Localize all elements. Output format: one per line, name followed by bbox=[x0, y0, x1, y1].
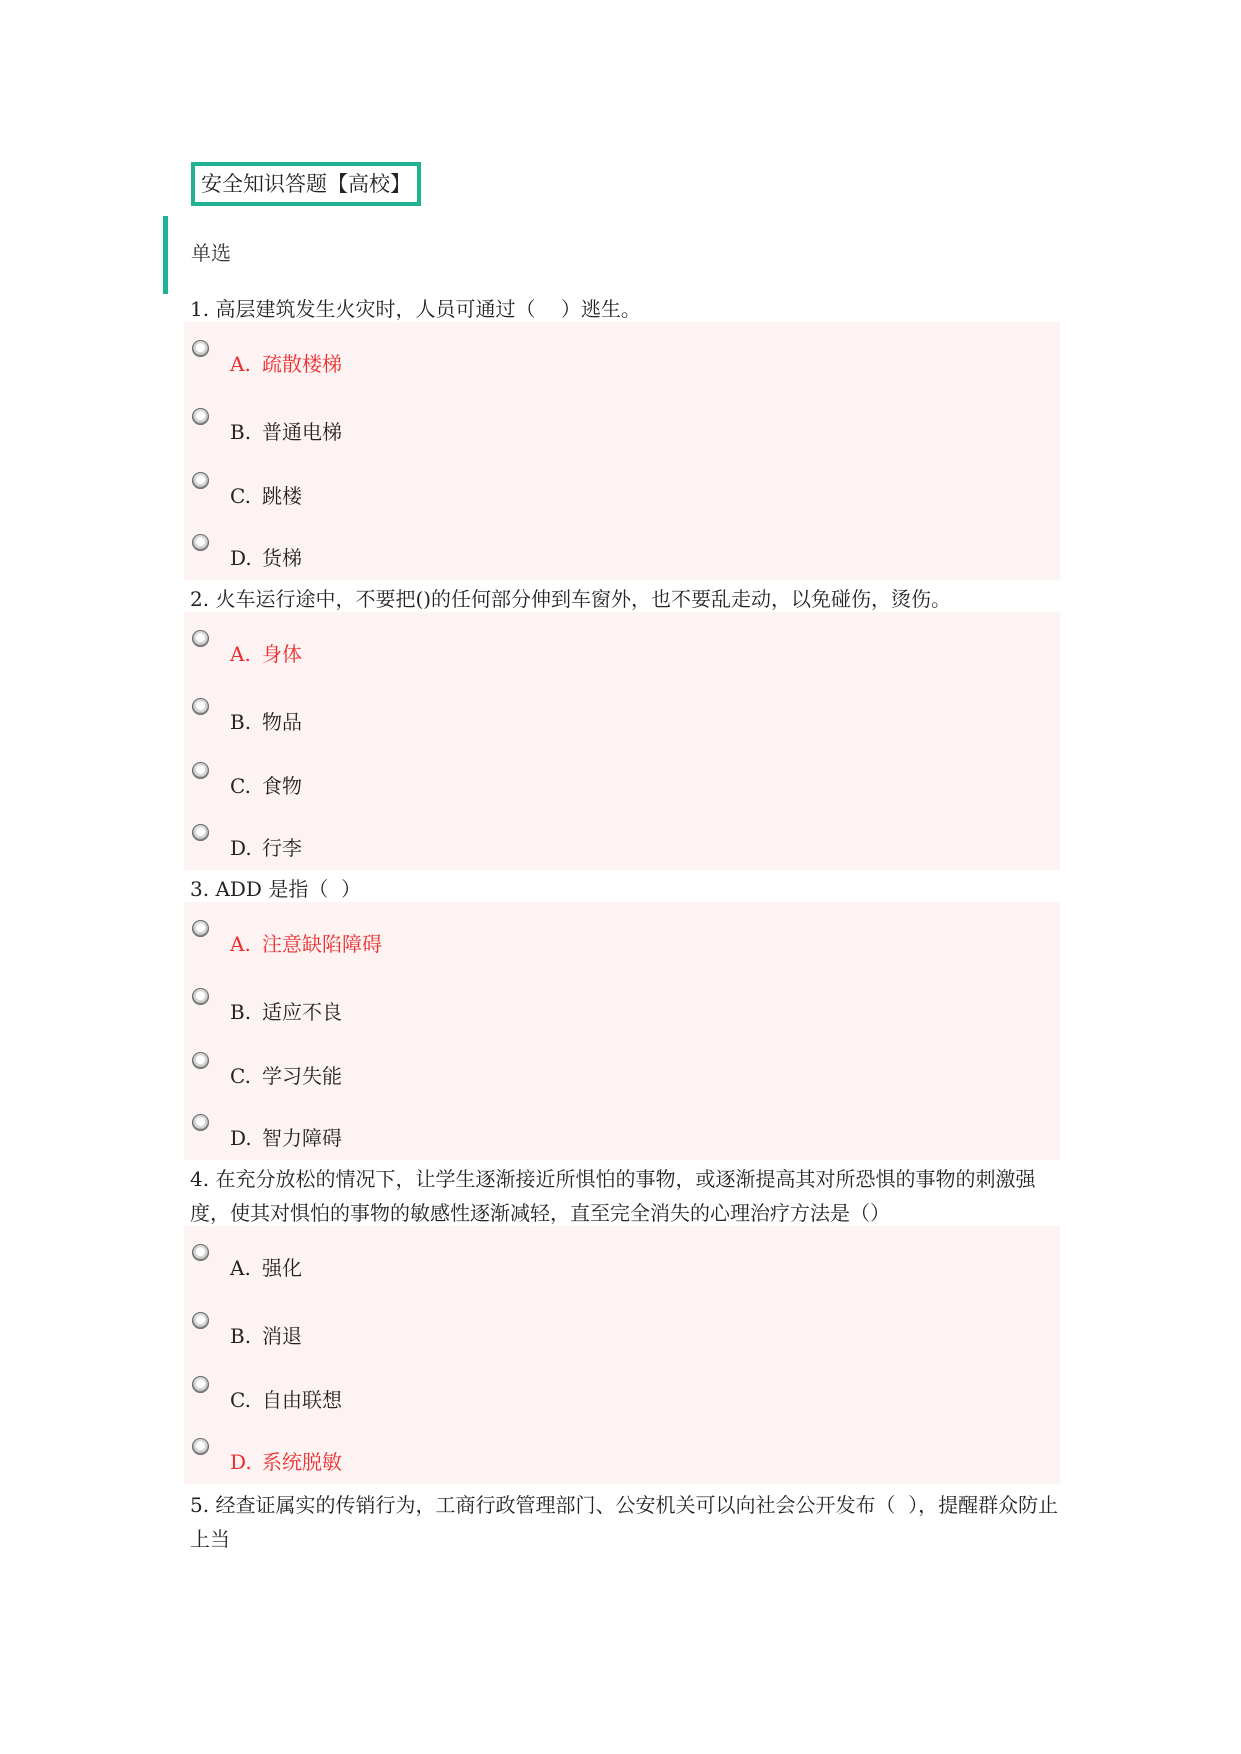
option-1-a[interactable] bbox=[184, 340, 784, 388]
option-letter: C. bbox=[230, 1388, 251, 1412]
options-group-1 bbox=[184, 322, 1060, 580]
radio-icon[interactable] bbox=[192, 340, 209, 357]
question-text: 在充分放松的情况下，让学生逐渐接近所惧怕的事物，或逐渐提高其对所恐惧的事物的刺激强度，使其对惧怕的事物的敏感性逐渐减轻，直至完全消失的心理治疗方法是（） bbox=[190, 1167, 1036, 1225]
option-letter: D. bbox=[230, 836, 252, 860]
option-text: 普通电梯 bbox=[262, 420, 342, 444]
question-2 bbox=[190, 582, 1060, 616]
option-text: 身体 bbox=[262, 642, 302, 666]
radio-icon[interactable] bbox=[192, 630, 209, 647]
section-divider bbox=[163, 216, 168, 294]
question-number: 5. bbox=[190, 1493, 210, 1517]
options-group-2 bbox=[184, 612, 1060, 870]
options-group-4 bbox=[184, 1226, 1060, 1484]
option-4-c[interactable] bbox=[184, 1376, 784, 1424]
radio-icon[interactable] bbox=[192, 408, 209, 425]
option-letter: B. bbox=[230, 420, 252, 444]
option-letter: A. bbox=[230, 1256, 251, 1280]
radio-icon[interactable] bbox=[192, 1312, 209, 1329]
radio-icon[interactable] bbox=[192, 988, 209, 1005]
option-2-c[interactable] bbox=[184, 762, 784, 810]
radio-icon[interactable] bbox=[192, 824, 209, 841]
option-text: 智力障碍 bbox=[262, 1126, 342, 1150]
options-group-3 bbox=[184, 902, 1060, 1160]
option-3-d[interactable] bbox=[184, 1114, 784, 1162]
option-3-c[interactable] bbox=[184, 1052, 784, 1100]
radio-icon[interactable] bbox=[192, 920, 209, 937]
question-number: 2. bbox=[190, 587, 210, 611]
radio-icon[interactable] bbox=[192, 698, 209, 715]
option-text: 行李 bbox=[262, 836, 302, 860]
question-5 bbox=[190, 1488, 1060, 1556]
option-letter: A. bbox=[230, 642, 251, 666]
question-text: ADD 是指（ ） bbox=[215, 877, 362, 901]
section-label: 单选 bbox=[191, 241, 231, 265]
radio-icon[interactable] bbox=[192, 1114, 209, 1131]
option-4-b[interactable] bbox=[184, 1312, 784, 1360]
option-letter: A. bbox=[230, 352, 251, 376]
option-1-d[interactable] bbox=[184, 534, 784, 582]
option-letter: C. bbox=[230, 1064, 251, 1088]
option-letter: B. bbox=[230, 1324, 252, 1348]
radio-icon[interactable] bbox=[192, 1244, 209, 1261]
question-number: 3. bbox=[190, 877, 210, 901]
question-1 bbox=[190, 292, 1060, 326]
option-text: 自由联想 bbox=[262, 1388, 342, 1412]
option-letter: D. bbox=[230, 546, 252, 570]
option-letter: B. bbox=[230, 710, 252, 734]
radio-icon[interactable] bbox=[192, 762, 209, 779]
option-2-a[interactable] bbox=[184, 630, 784, 678]
question-text: 经查证属实的传销行为，工商行政管理部门、公安机关可以向社会公开发布（ ），提醒群众防止上当 bbox=[190, 1493, 1059, 1551]
option-text: 消退 bbox=[262, 1324, 302, 1348]
option-1-b[interactable] bbox=[184, 408, 784, 456]
radio-icon[interactable] bbox=[192, 1052, 209, 1069]
question-number: 1. bbox=[190, 297, 210, 321]
option-text: 适应不良 bbox=[262, 1000, 342, 1024]
option-3-b[interactable] bbox=[184, 988, 784, 1036]
option-letter: A. bbox=[230, 932, 251, 956]
option-text: 系统脱敏 bbox=[262, 1450, 342, 1474]
radio-icon[interactable] bbox=[192, 1438, 209, 1455]
question-number: 4. bbox=[190, 1167, 210, 1191]
option-4-a[interactable] bbox=[184, 1244, 784, 1292]
option-text: 物品 bbox=[262, 710, 302, 734]
question-4 bbox=[190, 1162, 1060, 1230]
option-text: 注意缺陷障碍 bbox=[262, 932, 382, 956]
quiz-title: 安全知识答题【高校】 bbox=[191, 162, 421, 206]
option-2-d[interactable] bbox=[184, 824, 784, 872]
option-letter: D. bbox=[230, 1126, 252, 1150]
option-3-a[interactable] bbox=[184, 920, 784, 968]
option-2-b[interactable] bbox=[184, 698, 784, 746]
question-3 bbox=[190, 872, 1060, 906]
option-letter: C. bbox=[230, 774, 251, 798]
question-text: 火车运行途中，不要把()的任何部分伸到车窗外，也不要乱走动，以免碰伤，烫伤。 bbox=[215, 587, 952, 611]
option-letter: C. bbox=[230, 484, 251, 508]
option-text: 货梯 bbox=[262, 546, 302, 570]
option-letter: D. bbox=[230, 1450, 252, 1474]
radio-icon[interactable] bbox=[192, 534, 209, 551]
radio-icon[interactable] bbox=[192, 1376, 209, 1393]
option-text: 食物 bbox=[262, 774, 302, 798]
option-text: 跳楼 bbox=[262, 484, 302, 508]
option-1-c[interactable] bbox=[184, 472, 784, 520]
radio-icon[interactable] bbox=[192, 472, 209, 489]
option-4-d[interactable] bbox=[184, 1438, 784, 1486]
option-text: 疏散楼梯 bbox=[262, 352, 342, 376]
question-text: 高层建筑发生火灾时，人员可通过（ ）逃生。 bbox=[215, 297, 641, 321]
option-text: 强化 bbox=[262, 1256, 302, 1280]
option-letter: B. bbox=[230, 1000, 252, 1024]
option-text: 学习失能 bbox=[262, 1064, 342, 1088]
